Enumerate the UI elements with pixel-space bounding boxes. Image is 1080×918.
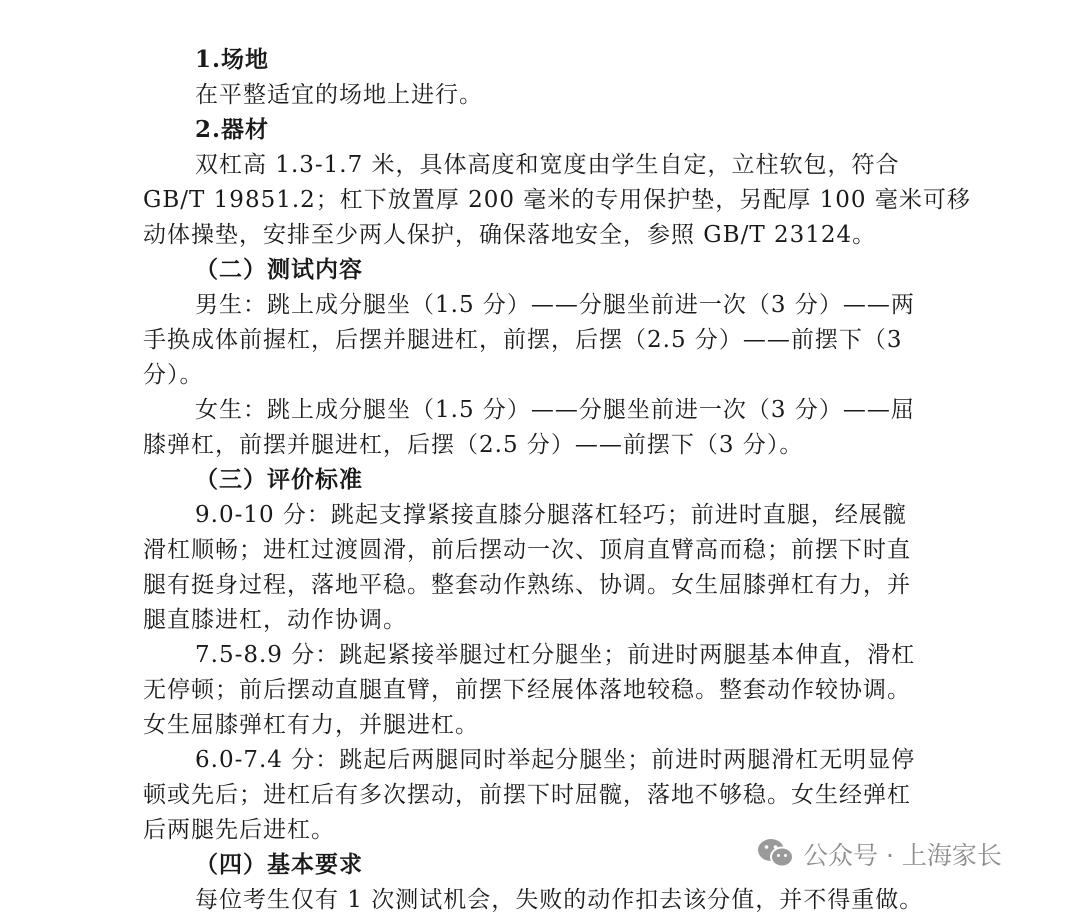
paragraph-line: 腿有挺身过程，落地平稳。整套动作熟练、协调。女生屈膝弹杠有力，并: [143, 572, 911, 598]
paragraph-line: 分）。: [143, 362, 204, 388]
paragraph-line: 动体操垫，安排至少两人保护，确保落地安全，参照 GB/T 23124。: [143, 222, 877, 248]
paragraph-line: 滑杠顺畅；进杠过渡圆滑，前后摆动一次、顶肩直臂高而稳；前摆下时直: [143, 537, 911, 563]
watermark: [757, 832, 1002, 876]
paragraph-line: 手换成体前握杠，后摆并腿进杠，前摆，后摆（2.5 分）——前摆下（3: [143, 327, 903, 353]
paragraph-line: 9.0-10 分：跳起支撑紧接直膝分腿落杠轻巧；前进时直腿，经展髋: [195, 502, 907, 528]
paragraph-line: 腿直膝进杠，动作协调。: [143, 607, 407, 633]
heading-equipment: 2.器材: [195, 116, 270, 143]
paragraph-line: 无停顿；前后摆动直腿直臂，前摆下经展体落地较稳。整套动作较协调。: [143, 677, 911, 703]
paragraph-line: 双杠高 1.3-1.7 米，具体高度和宽度由学生自定，立柱软包，符合: [195, 152, 900, 178]
paragraph-line: 女生：跳上成分腿坐（1.5 分）——分腿坐前进一次（3 分）——屈: [195, 397, 915, 423]
paragraph-line: 每位考生仅有 1 次测试机会，失败的动作扣去该分值，并不得重做。: [195, 887, 924, 913]
paragraph-line: 后两腿先后进杠。: [143, 817, 335, 843]
paragraph-line: 在平整适宜的场地上进行。: [195, 82, 483, 108]
paragraph-line: 膝弹杠，前摆并腿进杠，后摆（2.5 分）——前摆下（3 分）。: [143, 432, 804, 458]
wechat-icon: [757, 837, 795, 871]
watermark-text: 公众号 · 上海家长: [803, 841, 1002, 870]
paragraph-line: 男生：跳上成分腿坐（1.5 分）——分腿坐前进一次（3 分）——两: [195, 292, 915, 318]
heading-basic-requirements: （四）基本要求: [195, 851, 363, 878]
heading-venue: 1.场地: [195, 46, 270, 73]
paragraph-line: 顿或先后；进杠后有多次摆动，前摆下时屈髋，落地不够稳。女生经弹杠: [143, 782, 911, 808]
paragraph-line: GB/T 19851.2；杠下放置厚 200 毫米的专用保护垫，另配厚 100 毫米可移: [143, 187, 971, 213]
paragraph-line: 6.0-7.4 分：跳起后两腿同时举起分腿坐；前进时两腿滑杠无明显停: [195, 747, 916, 773]
paragraph-line: 7.5-8.9 分：跳起紧接举腿过杠分腿坐；前进时两腿基本伸直，滑杠: [195, 642, 916, 668]
heading-test-content: （二）测试内容: [195, 256, 363, 283]
heading-evaluation: （三）评价标准: [195, 466, 363, 493]
paragraph-line: 女生屈膝弹杠有力，并腿进杠。: [143, 712, 479, 738]
